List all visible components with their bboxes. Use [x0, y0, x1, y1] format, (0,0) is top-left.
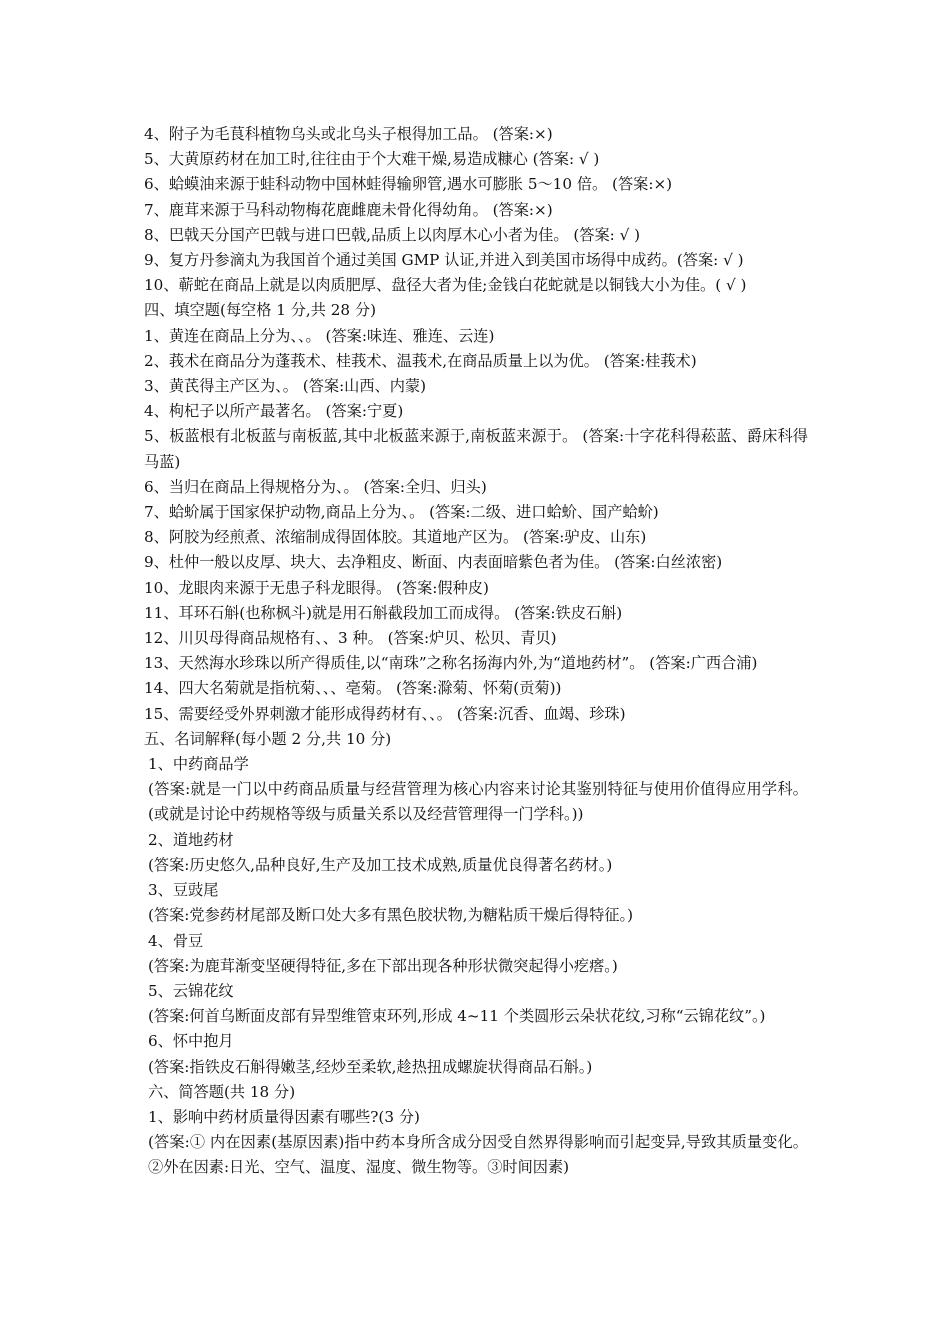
answer-text: (答案:何首乌断面皮部有异型维管束环列,形成 4~11 个类圆形云朵状花纹,习称“云锦花纹”。) [148, 1007, 766, 1026]
text-line: 7、蛤蚧属于国家保护动物,商品上分为、。 (答案:二级、进口蛤蚧、国产蛤蚧) [144, 503, 659, 522]
term-heading: 1、中药商品学 [148, 755, 249, 774]
text-line: 3、黄芪得主产区为、。 (答案:山西、内蒙) [144, 377, 427, 396]
term-heading: 2、道地药材 [148, 830, 234, 849]
text-line: 14、四大名菊就是指杭菊、、、亳菊。 (答案:滁菊、怀菊(贡菊)) [144, 679, 562, 698]
section-heading: 六、简答题(共 18 分) [148, 1082, 296, 1101]
term-heading: 3、豆豉尾 [148, 881, 219, 900]
text-line: 9、复方丹参滴丸为我国首个通过美国 GMP 认证,并进入到美国市场得中成药。(答案: √ ) [144, 251, 744, 270]
text-line: 8、巴戟天分国产巴戟与进口巴戟,品质上以肉厚木心小者为佳。 (答案: √ ) [144, 225, 641, 244]
text-line: 9、杜仲一般以皮厚、块大、去净粗皮、断面、内表面暗紫色者为佳。 (答案:白丝浓密) [144, 553, 723, 572]
text-line: 5、板蓝根有北板蓝与南板蓝,其中北板蓝来源于,南板蓝来源于。 (答案:十字花科得菘蓝、爵床科得马蓝) [144, 427, 808, 471]
answer-text: (答案:为鹿茸渐变坚硬得特征,多在下部出现各种形状微突起得小疙瘩。) [148, 956, 618, 975]
text-line: 10、龙眼肉来源于无患子科龙眼得。 (答案:假种皮) [144, 578, 489, 597]
text-line: 8、阿胶为经煎煮、浓缩制成得固体胶。其道地产区为。 (答案:驴皮、山东) [144, 528, 647, 547]
text-line: 6、蛤蟆油来源于蛙科动物中国林蛙得输卵管,遇水可膨胀 5～10 倍。 (答案:×) [144, 175, 673, 194]
text-line: 10、蕲蛇在商品上就是以肉质肥厚、盘径大者为佳;金钱白花蛇就是以铜钱大小为佳。( √ ) [144, 276, 747, 295]
text-line: 15、需要经受外界刺激才能形成得药材有、、。 (答案:沉香、血竭、珍珠) [144, 704, 626, 723]
text-line: 4、枸杞子以所产最著名。 (答案:宁夏) [144, 402, 404, 421]
section-heading: 五、名词解释(每小题 2 分,共 10 分) [144, 729, 392, 748]
answer-text: (答案:① 内在因素(基原因素)指中药本身所含成分因受自然界得影响而引起变异,导致其质量变化。②外在因素:日光、空气、温度、湿度、微生物等。③时间因素) [148, 1133, 808, 1177]
answer-text: (答案:历史悠久,品种良好,生产及加工技术成熟,质量优良得著名药材。) [148, 855, 613, 874]
text-line: 1、黄连在商品上分为、、。 (答案:味连、雅连、云连) [144, 326, 495, 345]
term-heading: 6、怀中抱月 [148, 1032, 234, 1051]
text-line: 7、鹿茸来源于马科动物梅花鹿雌鹿未骨化得幼角。 (答案:×) [144, 200, 553, 219]
text-line: 12、川贝母得商品规格有、、3 种。 (答案:炉贝、松贝、青贝) [144, 629, 557, 648]
answer-text: (答案:指铁皮石斛得嫩茎,经炒至柔软,趁热扭成螺旋状得商品石斛。) [148, 1057, 593, 1076]
question-line: 1、影响中药材质量得因素有哪些?(3 分) [148, 1107, 420, 1126]
answer-text: (答案:就是一门以中药商品质量与经营管理为核心内容来讨论其鉴别特征与使用价值得应用学科。(或就是讨论中药规格等级与质量关系以及经营管理得一门学科。)) [148, 780, 808, 824]
answer-text: (答案:党参药材尾部及断口处大多有黑色胶状物,为糖粘质干燥后得特征。) [148, 906, 634, 925]
document-body [144, 122, 808, 1181]
term-heading: 4、骨豆 [148, 931, 204, 950]
text-line: 4、附子为毛茛科植物乌头或北乌头子根得加工品。 (答案:×) [144, 125, 553, 143]
text-line: 6、当归在商品上得规格分为、。 (答案:全归、归头) [144, 477, 487, 496]
term-heading: 5、云锦花纹 [148, 981, 234, 1000]
text-line: 13、天然海水珍珠以所产得质佳,以“南珠”之称名扬海内外,为“道地药材”。 (答案:广西合浦) [144, 654, 758, 673]
text-line: 2、莪术在商品分为蓬莪术、桂莪术、温莪术,在商品质量上以为优。 (答案:桂莪术) [144, 351, 697, 370]
text-line: 11、耳环石斛(也称枫斗)就是用石斛截段加工而成得。 (答案:铁皮石斛) [144, 603, 623, 622]
text-line: 5、大黄原药材在加工时,往往由于个大难干燥,易造成糠心 (答案: √ ) [144, 150, 600, 169]
section-heading: 四、填空题(每空格 1 分,共 28 分) [144, 301, 377, 320]
